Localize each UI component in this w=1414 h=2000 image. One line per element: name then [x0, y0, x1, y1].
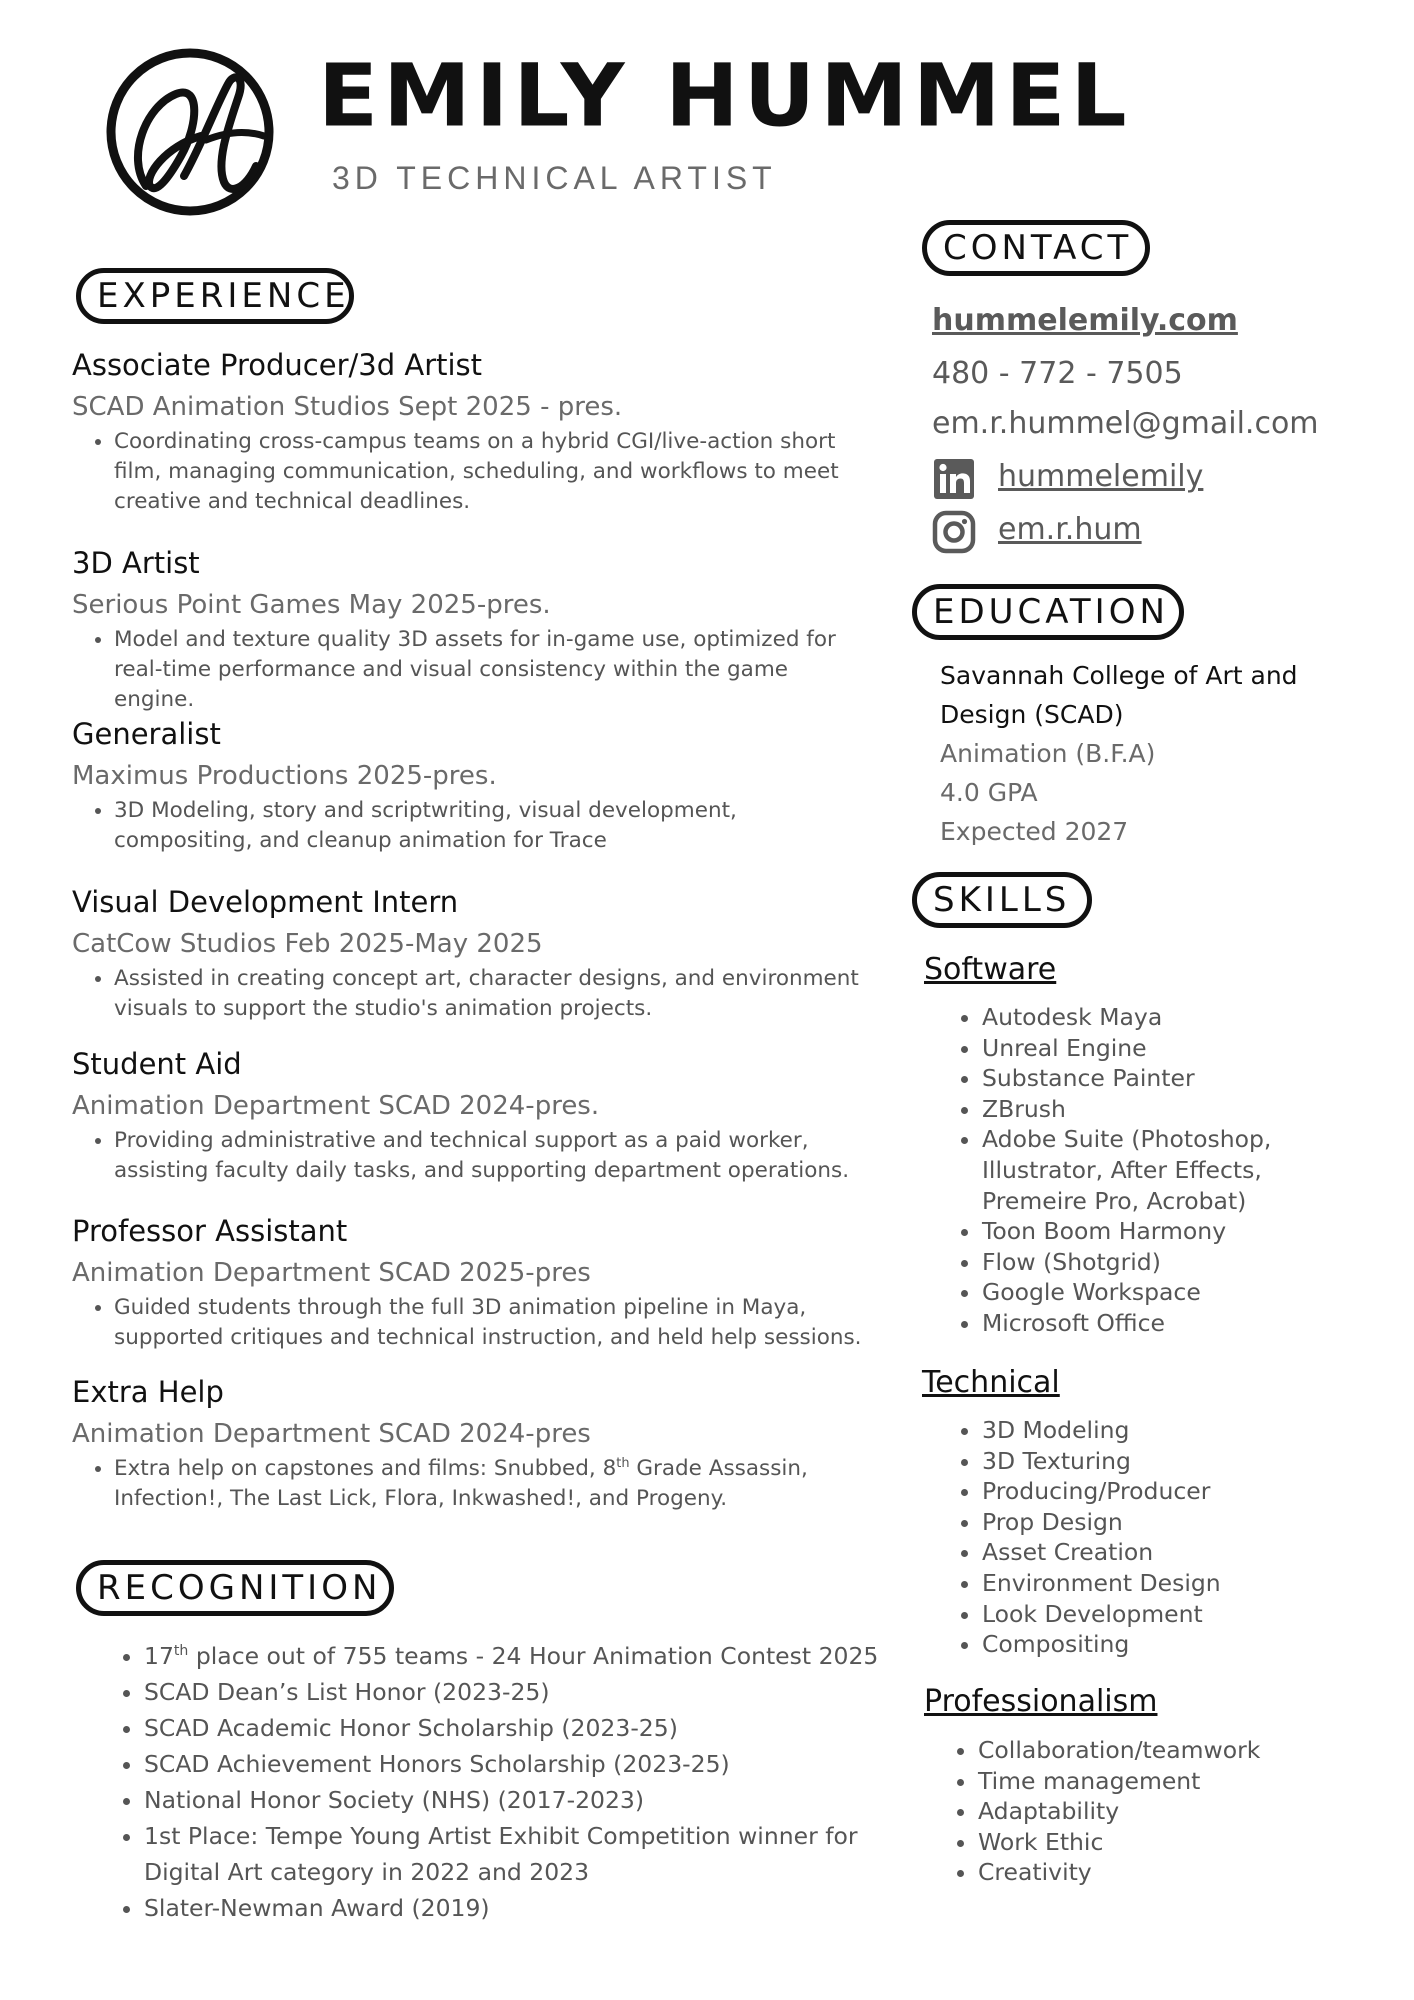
job-bullet: • Model and texture quality 3D assets for in-game use, optimized for real-time performance and visual consistency within the game engine.	[114, 625, 872, 715]
experience-item	[72, 1211, 872, 1353]
job-bullet: • Providing administrative and technical support as a paid worker, assisting faculty daily tasks, and supporting department operations.	[114, 1126, 872, 1186]
skill-item: • Environment Design	[982, 1568, 1362, 1599]
job-org: Maximus Productions 2025-pres.	[72, 761, 497, 791]
experience-item	[72, 882, 872, 1024]
degree: Animation (B.F.A)	[940, 739, 1156, 768]
skill-item: • Look Development	[982, 1599, 1362, 1630]
job-org: Serious Point Games May 2025-pres.	[72, 590, 551, 620]
skills-technical-heading: Technical	[922, 1365, 1060, 1400]
skill-item: • Adaptability	[978, 1796, 1358, 1827]
skill-item: • Toon Boom Harmony	[982, 1216, 1362, 1247]
phone-number: 480 - 772 - 7505	[932, 356, 1183, 391]
skill-item: • ZBrush	[982, 1094, 1362, 1125]
experience-item	[72, 543, 872, 715]
experience-item	[72, 345, 872, 517]
skill-item: • Substance Painter	[982, 1063, 1362, 1094]
education-block	[940, 656, 1340, 851]
gpa: 4.0 GPA	[940, 778, 1038, 807]
job-org: SCAD Animation Studios Sept 2025 - pres.	[72, 392, 623, 422]
experience-item	[72, 714, 872, 856]
skill-item: • Unreal Engine	[982, 1033, 1362, 1064]
recognition-item: • Slater-Newman Award (2019)	[144, 1890, 904, 1926]
skill-item: • Google Workspace	[982, 1277, 1362, 1308]
instagram-icon[interactable]	[932, 510, 976, 554]
skill-item: • Microsoft Office	[982, 1308, 1362, 1339]
school-name: Savannah College of Art and Design (SCAD)	[940, 661, 1298, 729]
expected-graduation: Expected 2027	[940, 817, 1129, 846]
job-role: Visual Development Intern	[72, 885, 459, 919]
skills-technical-list	[936, 1415, 1362, 1660]
section-education-heading: EDUCATION	[912, 584, 1184, 640]
job-role: Associate Producer/3d Artist	[72, 348, 483, 382]
experience-item	[72, 1044, 872, 1186]
skill-item: • 3D Modeling	[982, 1415, 1362, 1446]
job-bullet: • Guided students through the full 3D animation pipeline in Maya, supported critiques and technical instruction, and held help sessions.	[114, 1293, 872, 1353]
experience-item	[72, 1372, 872, 1514]
signature-monogram-icon	[106, 36, 278, 218]
linkedin-link[interactable]: hummelemily	[998, 459, 1204, 494]
recognition-item: • National Honor Society (NHS) (2017-2023)	[144, 1782, 904, 1818]
skills-professionalism-list	[932, 1735, 1358, 1888]
job-bullet: • Extra help on capstones and films: Snubbed, 8th Grade Assassin, Infection!, The Last Lick, Flora, Inkwashed!, and Progeny.	[114, 1454, 872, 1514]
linkedin-icon[interactable]	[932, 457, 976, 501]
skill-item: • Prop Design	[982, 1507, 1362, 1538]
skill-item: • Compositing	[982, 1629, 1362, 1660]
instagram-link[interactable]: em.r.hum	[998, 512, 1142, 547]
skill-item: • Time management	[978, 1766, 1358, 1797]
skills-software-heading: Software	[924, 952, 1057, 987]
skill-item: • Asset Creation	[982, 1537, 1362, 1568]
skill-item: • 3D Texturing	[982, 1446, 1362, 1477]
email-address[interactable]: em.r.hummel@gmail.com	[932, 406, 1319, 441]
skill-item: • Work Ethic	[978, 1827, 1358, 1858]
job-role: Student Aid	[72, 1047, 242, 1081]
job-org: Animation Department SCAD 2024-pres.	[72, 1091, 600, 1121]
job-role: Extra Help	[72, 1375, 224, 1409]
job-bullet: • Assisted in creating concept art, character designs, and environment visuals to support the studio's animation projects.	[114, 964, 872, 1024]
skill-item: • Creativity	[978, 1857, 1358, 1888]
skill-item: • Producing/Producer	[982, 1476, 1362, 1507]
website-link[interactable]: hummelemily.com	[932, 303, 1238, 338]
job-role: Generalist	[72, 717, 221, 751]
job-bullet: • 3D Modeling, story and scriptwriting, visual development, compositing, and cleanup animation for Trace	[114, 796, 872, 856]
recognition-item: • SCAD Achievement Honors Scholarship (2023-25)	[144, 1746, 904, 1782]
skill-item: • Flow (Shotgrid)	[982, 1247, 1362, 1278]
skills-professionalism-heading: Professionalism	[924, 1684, 1158, 1719]
recognition-item: • SCAD Academic Honor Scholarship (2023-25)	[144, 1710, 904, 1746]
recognition-list	[100, 1638, 904, 1926]
recognition-item: • SCAD Dean’s List Honor (2023-25)	[144, 1674, 904, 1710]
skill-item: • Collaboration/teamwork	[978, 1735, 1358, 1766]
section-experience-heading: EXPERIENCE	[76, 268, 354, 324]
job-bullet: • Coordinating cross-campus teams on a hybrid CGI/live-action short film, managing communication, scheduling, and workflows to meet creative and technical deadlines.	[114, 427, 872, 517]
recognition-item: • 1st Place: Tempe Young Artist Exhibit Competition winner for Digital Art category in 2022 and 2023	[144, 1818, 904, 1890]
job-role: Professor Assistant	[72, 1214, 348, 1248]
recognition-item: • 17th place out of 755 teams - 24 Hour Animation Contest 2025	[144, 1638, 904, 1674]
skill-item: • Autodesk Maya	[982, 1002, 1362, 1033]
section-skills-heading: SKILLS	[912, 872, 1092, 928]
job-org: CatCow Studios Feb 2025-May 2025	[72, 929, 543, 959]
job-org: Animation Department SCAD 2025-pres	[72, 1258, 591, 1288]
job-role: 3D Artist	[72, 546, 200, 580]
section-recognition-heading: RECOGNITION	[76, 1560, 394, 1616]
candidate-name: EMILY HUMMEL	[318, 45, 1132, 146]
candidate-title: 3D TECHNICAL ARTIST	[332, 160, 777, 196]
section-contact-heading: CONTACT	[922, 220, 1150, 276]
job-org: Animation Department SCAD 2024-pres	[72, 1419, 591, 1449]
skill-item: • Adobe Suite (Photoshop, Illustrator, After Effects, Premeire Pro, Acrobat)	[982, 1124, 1282, 1216]
skills-software-list	[936, 1002, 1362, 1339]
